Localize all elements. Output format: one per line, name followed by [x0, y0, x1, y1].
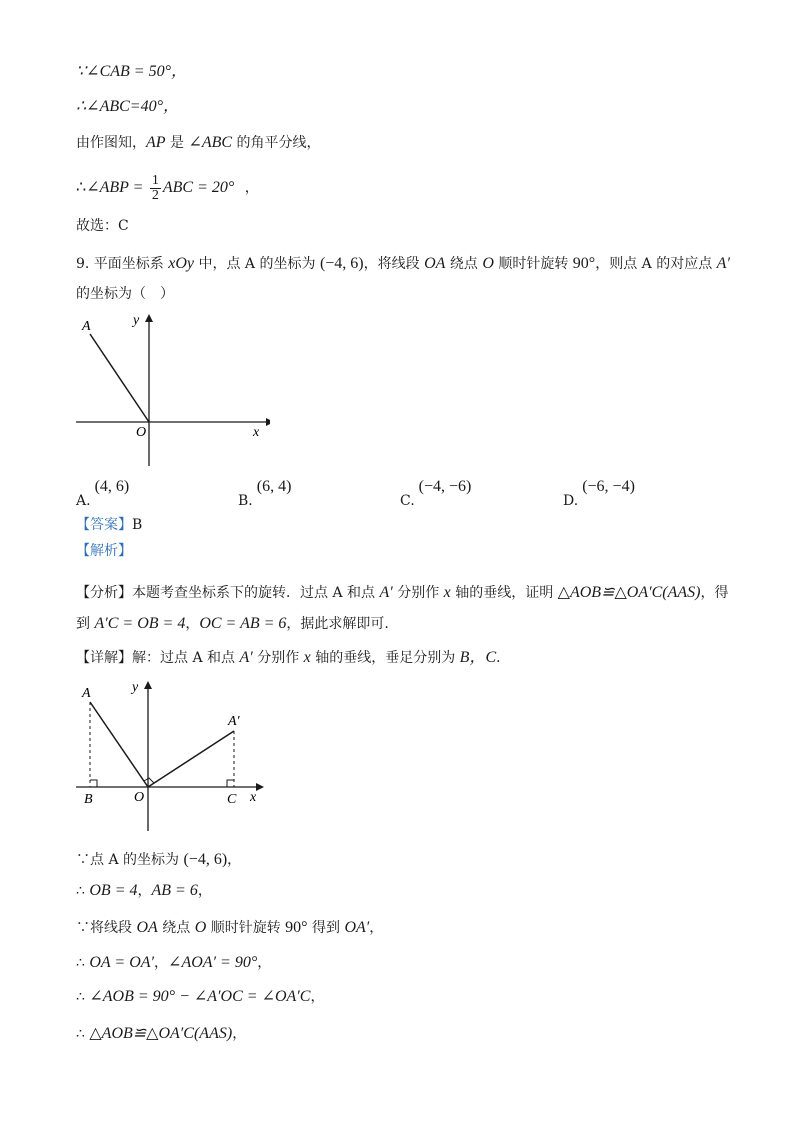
text: 绕点 — [445, 256, 483, 272]
math-abp-left: ∠ABP = — [86, 179, 144, 196]
math-oa: OA — [424, 255, 446, 272]
text: ∴ — [76, 1026, 90, 1042]
question-9-line2 — [76, 284, 174, 304]
text: ∴ — [76, 989, 90, 1005]
text: 9. 平面坐标系 — [76, 256, 169, 272]
option-value: (6, 4) — [256, 478, 292, 495]
x-axis-arrow — [256, 783, 264, 791]
math-oa-eq: OA = OA′ — [89, 954, 155, 971]
text: 轴的垂线，证明 — [450, 585, 558, 601]
label-a-prime: A′ — [228, 714, 240, 729]
math-x: x — [303, 649, 311, 666]
option-value: (−6, −4) — [582, 478, 635, 495]
label-x: x — [253, 425, 260, 440]
text: ，将线段 — [363, 256, 425, 272]
text: ∴ — [76, 955, 90, 971]
text: 轴的垂线，垂足分别为 — [310, 650, 460, 666]
analysis-label: 【解析】 — [76, 543, 132, 559]
y-axis-arrow — [145, 314, 153, 322]
math-deg: 90° — [285, 919, 308, 936]
text: ，则点 A 的对应点 — [595, 256, 717, 272]
option-letter: C. — [400, 493, 415, 509]
text: 解：过点 A 和点 — [132, 650, 240, 666]
line-abc — [76, 97, 179, 117]
math-abc: ∴∠ABC=40°， — [76, 98, 180, 115]
math-congruence: △AOB≌△OA′C(AAS) — [89, 1025, 233, 1042]
step-1 — [76, 850, 241, 870]
math-coord: (−4, 6) — [183, 851, 228, 868]
text: ， — [369, 920, 384, 936]
label-a: A — [82, 319, 91, 334]
fenxi-line1 — [76, 583, 729, 603]
text: 分别作 — [252, 650, 304, 666]
label-y: y — [133, 313, 140, 328]
line-cab — [76, 62, 187, 82]
label-o: O — [136, 425, 147, 440]
math-ab: AB = 6 — [151, 882, 198, 899]
text: 中，点 A 的坐标为 — [194, 256, 320, 272]
text: ∴ — [76, 883, 90, 899]
text: ， — [137, 883, 152, 899]
math-angle-abc: ∠ABC — [188, 134, 233, 151]
math-coord: (−4, 6) — [319, 255, 364, 272]
line-bisector — [76, 133, 321, 153]
step-3 — [76, 918, 383, 938]
math-aprime: A′ — [379, 584, 393, 601]
label-c: C — [227, 792, 237, 807]
step-2 — [76, 881, 212, 901]
fraction-half — [150, 174, 161, 203]
text: 顺时针旋转 — [493, 256, 573, 272]
text: ， — [310, 989, 325, 1005]
math-o: O — [482, 255, 494, 272]
xiangjie-line — [76, 648, 510, 668]
text: 故选：C — [76, 218, 129, 234]
text: ， — [257, 955, 272, 971]
math-ap: AP — [146, 134, 166, 151]
math-oa-prime: OA′ — [344, 919, 370, 936]
text: 的角平分线， — [232, 135, 321, 151]
text: ， — [154, 955, 169, 971]
text: ∵点 A 的坐标为 — [76, 852, 184, 868]
xiangjie-label: 【详解】 — [76, 650, 132, 666]
step-4 — [76, 953, 271, 973]
math-aprime: A′ — [239, 649, 253, 666]
math-abp-right: ABC = 20° — [162, 179, 235, 196]
text: ， — [185, 616, 200, 632]
label-b: B — [84, 792, 93, 807]
text: 的坐标为（ ） — [76, 286, 174, 302]
figure-2 — [70, 675, 270, 835]
option-value: (−4, −6) — [418, 478, 472, 495]
math-ob: OB = 4 — [89, 882, 138, 899]
option-letter: D. — [563, 493, 579, 509]
math-xoy: xOy — [168, 255, 195, 272]
option-letter: A. — [76, 493, 91, 509]
text: ，据此求解即可. — [286, 616, 389, 632]
text: 由作图知， — [76, 135, 146, 151]
text: 本题考查坐标系下的旋转．过点 A 和点 — [132, 585, 380, 601]
therefore-symbol: ∴ — [76, 179, 87, 196]
text: ， — [197, 883, 212, 899]
math-eq1: A′C = OB = 4 — [94, 615, 186, 632]
text: ，得 — [700, 585, 729, 601]
label-a: A — [82, 686, 91, 701]
option-b[interactable] — [238, 478, 292, 509]
label-x: x — [250, 790, 257, 805]
option-value: (4, 6) — [94, 478, 130, 495]
text: 是 — [165, 135, 189, 151]
text: ， — [244, 180, 259, 196]
math-x: x — [443, 584, 451, 601]
segment-oa — [90, 702, 148, 787]
text: 顺时针旋转 — [206, 920, 286, 936]
math-bc: B，C — [459, 649, 497, 666]
label-o: O — [134, 790, 145, 805]
fraction-numerator: 1 — [151, 172, 159, 188]
math-angle-aob: ∠AOB = 90° − ∠A′OC = ∠OA′C — [89, 988, 311, 1005]
text: 分别作 — [392, 585, 444, 601]
option-a[interactable] — [76, 478, 130, 509]
text: ， — [232, 1026, 247, 1042]
question-9-line1 — [76, 254, 730, 274]
segment-oa-prime — [148, 731, 234, 787]
fenxi-label: 【分析】 — [76, 585, 132, 601]
math-cab: ∵∠CAB = 50°， — [76, 63, 188, 80]
fenxi-line2 — [76, 614, 389, 634]
right-angle-c — [227, 780, 234, 787]
figure-1 — [70, 310, 270, 470]
option-d[interactable] — [563, 478, 635, 509]
answer-line — [76, 515, 142, 535]
text: ． — [496, 650, 511, 666]
segment-oa — [90, 334, 149, 422]
line-abp — [76, 170, 259, 206]
text: ∵将线段 — [76, 920, 137, 936]
text: ， — [227, 852, 242, 868]
math-deg: 90° — [572, 255, 596, 272]
line-choice — [76, 216, 129, 236]
fraction-denominator: 2 — [151, 187, 159, 203]
answer-label: 【答案】 — [76, 517, 132, 533]
text: 得到 — [307, 920, 345, 936]
option-c[interactable] — [400, 478, 472, 509]
math-oa: OA — [136, 919, 158, 936]
option-letter: B. — [238, 493, 253, 509]
step-5 — [76, 987, 324, 1007]
text: 绕点 — [157, 920, 195, 936]
math-angle-aoa: ∠AOA′ = 90° — [168, 954, 258, 971]
y-axis-arrow — [144, 681, 152, 689]
math-congruence: △AOB≌△OA′C(AAS) — [557, 584, 701, 601]
math-o: O — [194, 919, 207, 936]
label-y: y — [132, 680, 139, 695]
step-6 — [76, 1024, 246, 1044]
right-angle-b — [90, 780, 97, 787]
x-axis-arrow — [266, 418, 270, 426]
math-aprime: A′ — [716, 255, 730, 272]
answer-value: B — [132, 517, 143, 533]
math-eq2: OC = AB = 6 — [199, 615, 287, 632]
text: 到 — [76, 616, 95, 632]
analysis-heading — [76, 541, 132, 561]
